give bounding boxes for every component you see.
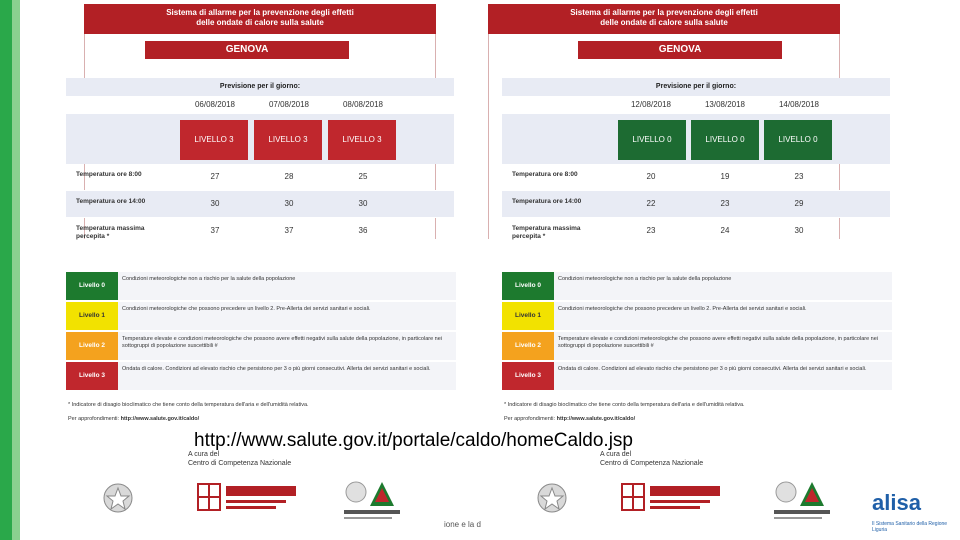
level-badge-2: LIVELLO 3 bbox=[254, 120, 322, 160]
date-1: 12/08/2018 bbox=[630, 100, 672, 109]
more-info-label: Per approfondimenti: bbox=[504, 416, 556, 422]
ministero-salute-emblem bbox=[528, 478, 576, 524]
protezione-civile-logo bbox=[342, 478, 402, 524]
forecast-table bbox=[66, 78, 454, 245]
row-label: Temperatura massima percepita * bbox=[76, 225, 145, 240]
row-value: 37 bbox=[284, 226, 294, 235]
header-line-1: Sistema di allarme per la prevenzione degli effetti bbox=[570, 8, 758, 17]
row-label: Temperatura ore 14:00 bbox=[76, 198, 146, 205]
left-accent-bar bbox=[0, 0, 12, 540]
more-info bbox=[504, 416, 884, 422]
legend-row-2 bbox=[66, 332, 456, 360]
alisa-logo: alisa bbox=[872, 490, 921, 515]
level-legend bbox=[66, 272, 456, 392]
curated-by bbox=[188, 450, 291, 468]
legend-level: Livello 1 bbox=[66, 302, 118, 330]
temp-row-14 bbox=[66, 191, 454, 218]
legend-level: Livello 3 bbox=[502, 362, 554, 390]
legend-level: Livello 0 bbox=[66, 272, 118, 300]
legend-row-2 bbox=[502, 332, 892, 360]
legend-text: Ondata di calore. Condizioni ad elevato rischio che persistono per 3 o più giorni consecutivi. Allerta dei servizi sanitari e sociali. bbox=[558, 366, 867, 372]
more-info-link[interactable]: http://www.salute.gov.it/caldo/ bbox=[556, 416, 636, 422]
legend-row-3 bbox=[502, 362, 892, 390]
curated-by-line-2: Centro di Competenza Nazionale bbox=[600, 460, 704, 467]
legend-text: Temperature elevate e condizioni meteorologiche che possono avere effetti negativi sulla salute della popolazione, in particolare nei sottogruppi di popolazione suscettibili # bbox=[558, 336, 879, 349]
dep-lazio-logo bbox=[194, 478, 304, 524]
temp-row-14 bbox=[502, 191, 890, 218]
perceived-temp-row bbox=[502, 218, 890, 245]
logos-row bbox=[528, 478, 858, 528]
level-badge-1: LIVELLO 3 bbox=[180, 120, 248, 160]
row-value: 30 bbox=[210, 199, 220, 208]
legend-text: Condizioni meteorologiche non a rischio per la salute della popolazione bbox=[122, 276, 296, 282]
level-badge-3: LIVELLO 3 bbox=[328, 120, 396, 160]
ministero-salute-emblem bbox=[94, 478, 142, 524]
legend-level: Livello 1 bbox=[502, 302, 554, 330]
legend-level: Livello 0 bbox=[502, 272, 554, 300]
legend-row-1 bbox=[66, 302, 456, 330]
row-value: 30 bbox=[284, 199, 294, 208]
curated-by-line-1: A cura del bbox=[600, 451, 632, 458]
curated-by-line-2: Centro di Competenza Nazionale bbox=[188, 460, 292, 467]
date-2: 07/08/2018 bbox=[268, 100, 310, 109]
forecast-label: Previsione per il giorno: bbox=[66, 78, 454, 96]
row-value: 20 bbox=[646, 172, 656, 181]
header-line-2: delle ondate di calore sulla salute bbox=[600, 18, 728, 27]
temp-row-8 bbox=[502, 164, 890, 191]
bulletin-header bbox=[488, 4, 840, 34]
indicator-note: * Indicatore di disagio bioclimatico che tiene conto della temperatura dell'aria e dell'umidità relativa. bbox=[504, 402, 745, 408]
row-label: Temperatura ore 8:00 bbox=[512, 171, 578, 178]
left-accent-bar-light bbox=[12, 0, 20, 540]
bulletin-left bbox=[68, 4, 443, 536]
legend-row-0 bbox=[66, 272, 456, 300]
logos-row bbox=[94, 478, 424, 528]
level-badge-3: LIVELLO 0 bbox=[764, 120, 832, 160]
legend-level: Livello 3 bbox=[66, 362, 118, 390]
date-2: 13/08/2018 bbox=[704, 100, 746, 109]
temp-row-8 bbox=[66, 164, 454, 191]
row-value: 37 bbox=[210, 226, 220, 235]
date-3: 08/08/2018 bbox=[342, 100, 384, 109]
more-info bbox=[68, 416, 448, 422]
more-info-label: Per approfondimenti: bbox=[68, 416, 120, 422]
row-value: 23 bbox=[794, 172, 804, 181]
levels-row bbox=[502, 114, 890, 164]
legend-text: Condizioni meteorologiche che possono precedere un livello 2. Pre-Allerta dei servizi sanitari e sociali. bbox=[122, 306, 371, 312]
row-value: 24 bbox=[720, 226, 730, 235]
row-value: 23 bbox=[646, 226, 656, 235]
row-value: 30 bbox=[358, 199, 368, 208]
forecast-table bbox=[502, 78, 890, 245]
row-value: 19 bbox=[720, 172, 730, 181]
header-line-2: delle ondate di calore sulla salute bbox=[196, 18, 324, 27]
legend-text: Condizioni meteorologiche che possono precedere un livello 2. Pre-Allerta dei servizi sanitari e sociali. bbox=[558, 306, 807, 312]
legend-level: Livello 2 bbox=[66, 332, 118, 360]
row-value: 25 bbox=[358, 172, 368, 181]
indicator-note: * Indicatore di disagio bioclimatico che tiene conto della temperatura dell'aria e dell'umidità relativa. bbox=[68, 402, 309, 408]
alisa-subtitle: Il Sistema Sanitario della Regione Liguria bbox=[872, 521, 948, 533]
legend-text: Ondata di calore. Condizioni ad elevato rischio che persistono per 3 o più giorni consecutivi. Allerta dei servizi sanitari e sociali. bbox=[122, 366, 431, 372]
city-label: GENOVA bbox=[578, 41, 782, 59]
bulletin-right bbox=[488, 4, 879, 536]
legend-row-0 bbox=[502, 272, 892, 300]
row-value: 28 bbox=[284, 172, 294, 181]
row-value: 23 bbox=[720, 199, 730, 208]
levels-row bbox=[66, 114, 454, 164]
level-badge-2: LIVELLO 0 bbox=[691, 120, 759, 160]
date-3: 14/08/2018 bbox=[778, 100, 820, 109]
curated-by bbox=[600, 450, 703, 468]
bulletin-header bbox=[84, 4, 436, 34]
partial-footer-text: ione e la d bbox=[444, 520, 481, 529]
dep-lazio-logo bbox=[618, 478, 728, 524]
legend-level: Livello 2 bbox=[502, 332, 554, 360]
legend-row-3 bbox=[66, 362, 456, 390]
row-label: Temperatura ore 14:00 bbox=[512, 198, 582, 205]
forecast-label: Previsione per il giorno: bbox=[502, 78, 890, 96]
legend-row-1 bbox=[502, 302, 892, 330]
level-badge-1: LIVELLO 0 bbox=[618, 120, 686, 160]
row-value: 29 bbox=[794, 199, 804, 208]
row-value: 27 bbox=[210, 172, 220, 181]
more-info-link[interactable]: http://www.salute.gov.it/caldo/ bbox=[120, 416, 200, 422]
perceived-temp-row bbox=[66, 218, 454, 245]
overlay-url-link[interactable]: http://www.salute.gov.it/portale/caldo/homeCaldo.jsp bbox=[194, 430, 633, 451]
curated-by-line-1: A cura del bbox=[188, 451, 220, 458]
legend-text: Condizioni meteorologiche non a rischio per la salute della popolazione bbox=[558, 276, 732, 282]
row-value: 22 bbox=[646, 199, 656, 208]
dates-row bbox=[502, 96, 890, 114]
row-label: Temperatura ore 8:00 bbox=[76, 171, 142, 178]
dates-row bbox=[66, 96, 454, 114]
header-line-1: Sistema di allarme per la prevenzione degli effetti bbox=[166, 8, 354, 17]
city-label: GENOVA bbox=[145, 41, 349, 59]
protezione-civile-logo bbox=[772, 478, 832, 524]
date-1: 06/08/2018 bbox=[194, 100, 236, 109]
row-value: 30 bbox=[794, 226, 804, 235]
level-legend bbox=[502, 272, 892, 392]
row-value: 36 bbox=[358, 226, 368, 235]
legend-text: Temperature elevate e condizioni meteorologiche che possono avere effetti negativi sulla salute della popolazione, in particolare nei sottogruppi di popolazione suscettibili # bbox=[122, 336, 443, 349]
row-label: Temperatura massima percepita * bbox=[512, 225, 581, 240]
